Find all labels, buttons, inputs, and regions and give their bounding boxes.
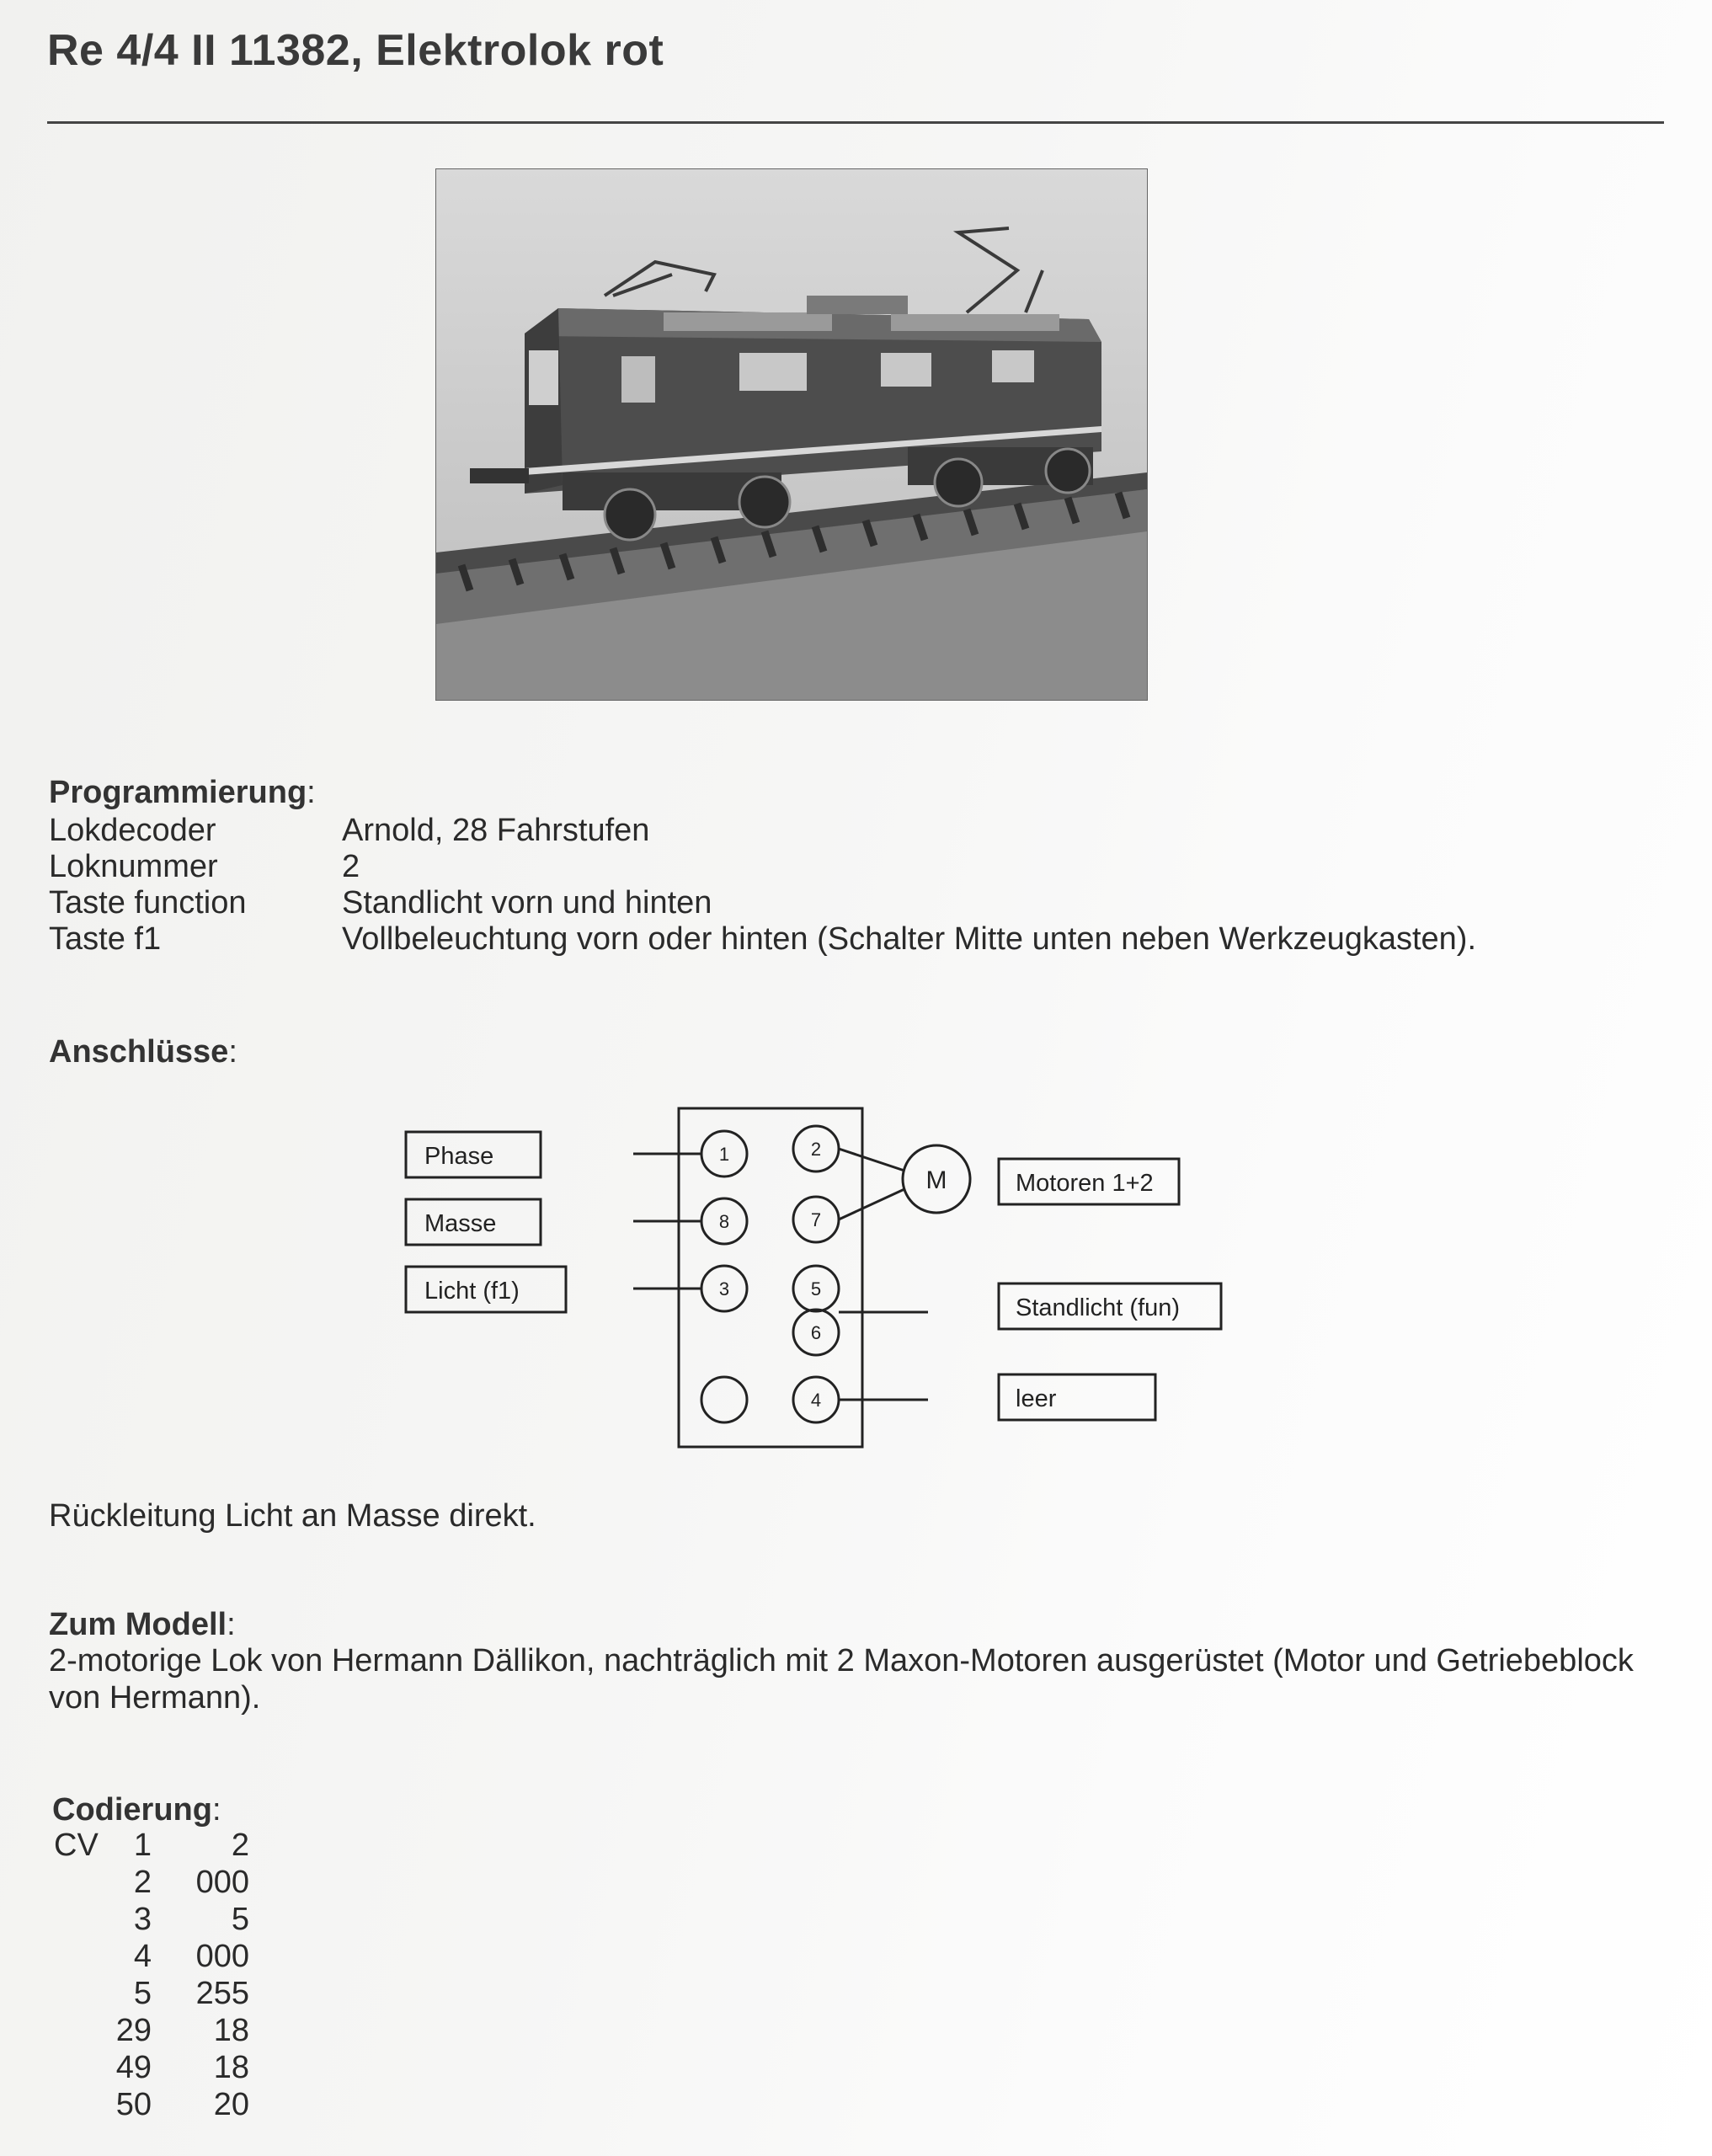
pin-label-6: 6: [810, 1322, 822, 1343]
cv-number: 5: [133, 1976, 152, 2011]
cv-number: 50: [115, 2087, 152, 2122]
programmierung-value: Vollbeleuchtung vorn oder hinten (Schalter Mitte unten neben Werkzeugkasten).: [342, 921, 1477, 957]
cv-number: 1: [133, 1828, 152, 1863]
modell-line-2: von Hermann).: [49, 1680, 261, 1716]
cv-number: 3: [133, 1902, 152, 1937]
cv-number: 29: [115, 2013, 152, 2048]
cv-value: 18: [213, 2013, 249, 2048]
cv-number: 2: [133, 1865, 152, 1900]
cv-value: 255: [195, 1976, 249, 2011]
wiring-diagram: [396, 1095, 1238, 1465]
pin-label-2: 2: [810, 1139, 822, 1160]
cv-value: 000: [195, 1939, 249, 1974]
cv-number: 49: [115, 2050, 152, 2085]
pin-label-7: 7: [810, 1209, 822, 1230]
label-motoren: Motoren 1+2: [1016, 1170, 1154, 1197]
programmierung-key: Loknummer: [49, 849, 218, 884]
pin-label-8: 8: [718, 1211, 730, 1232]
programmierung-value: Arnold, 28 Fahrstufen: [342, 813, 650, 848]
pin-label-4: 4: [810, 1390, 822, 1411]
label-leer: leer: [1016, 1385, 1057, 1412]
programmierung-key: Lokdecoder: [49, 813, 216, 848]
modell-text: [49, 1642, 1634, 1716]
motor-label: M: [925, 1166, 947, 1194]
programmierung-heading: Programmierung:: [49, 775, 316, 810]
programmierung-value: Standlicht vorn und hinten: [342, 885, 712, 921]
cv-value: 5: [231, 1902, 249, 1937]
label-masse: Masse: [424, 1210, 497, 1237]
cv-value: 2: [231, 1828, 249, 1863]
programmierung-key: Taste f1: [49, 921, 162, 957]
rueckleitung-text: Rückleitung Licht an Masse direkt.: [49, 1498, 536, 1534]
pin-label-5: 5: [810, 1278, 822, 1299]
anschluesse-heading: Anschlüsse:: [49, 1034, 237, 1070]
codierung-heading: Codierung:: [52, 1792, 221, 1828]
modell-line-1: 2-motorige Lok von Hermann Dällikon, nachträglich mit 2 Maxon-Motoren ausgerüstet (Motor und Getriebeblock: [49, 1643, 1634, 1678]
label-phase: Phase: [424, 1143, 494, 1170]
title-rule: [47, 121, 1664, 124]
pin-label-3: 3: [718, 1278, 730, 1299]
document-title: Re 4/4 II 11382, Elektrolok rot: [47, 26, 664, 75]
cv-label: CV: [54, 1828, 99, 1863]
cv-value: 18: [213, 2050, 249, 2085]
programmierung-key: Taste function: [49, 885, 247, 921]
cv-value: 000: [195, 1865, 249, 1900]
cv-value: 20: [213, 2087, 249, 2122]
locomotive-photo: [435, 168, 1148, 701]
programmierung-value: 2: [342, 849, 360, 884]
pin-label-1: 1: [718, 1144, 730, 1165]
modell-heading: Zum Modell:: [49, 1607, 236, 1642]
pin-empty: [701, 1377, 747, 1422]
cv-number: 4: [133, 1939, 152, 1974]
label-licht: Licht (f1): [424, 1278, 520, 1305]
label-standlicht: Standlicht (fun): [1016, 1294, 1181, 1321]
